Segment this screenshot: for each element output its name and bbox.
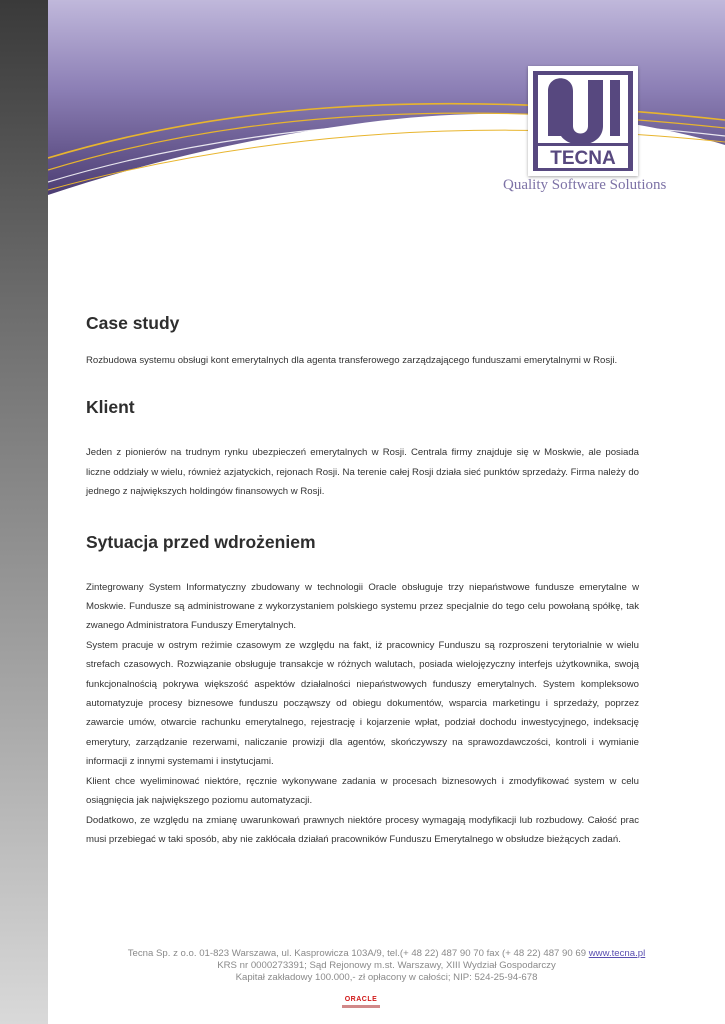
client-text: Jeden z pionierów na trudnym rynku ubezpieczeń emerytalnych w Rosji. Centrala firmy znajduje się w Moskwie, ale posiada liczne oddziały w wielu, również azjatyckich, rejonach Rosji. Na terenie całej Rosji działa sieć punktów sprzedaży. Firma należy do jednego z największych holdingów finansowych w Rosji. [86,447,639,498]
section-case-study [86,313,639,370]
footer-address: Tecna Sp. z o.o. 01-823 Warszawa, ul. Kasprowicza 103A/9, tel.(+ 48 22) 487 90 70 fax (+ 48 22) 487 90 69 www.tecna.pl [127,948,646,959]
footer [48,948,725,984]
footer-registration: KRS nr 0000273391; Sąd Rejonowy m.st. Warszawy, XIII Wydział Gospodarczy [217,960,556,971]
section-client [86,397,639,501]
tecna-logo [528,66,638,176]
before-paragraph: Klient chce wyeliminować niektóre, ręcznie wykonywane zadania w procesach biznesowych i zmodyfikować system w celu osiągnięcia jak największego poziomu automatyzacji. [86,775,639,807]
oracle-partner-logo: ORACLE [336,996,386,1008]
before-paragraph: Zintegrowany System Informatyczny zbudowany w technologii Oracle obsługuje trzy niepaństwowe fundusze emerytalne w Moskwie. Fundusze są administrowane z wykorzystaniem polskiego systemu przez specjalnie do tego celu powołaną spółkę, tak zwanego Administratora Funduszy Emerytalnych. [86,581,639,632]
case-study-text: Rozbudowa systemu obsługi kont emerytalnych dla agenta transferowego zarządzającego funduszami emerytalnymi w Rosji. [86,355,618,366]
before-paragraph: System pracuje w ostrym reżimie czasowym ze względu na fakt, iż pracownicy Funduszu są rozproszeni terytorialnie w wielu strefach czasowych. Rozwiązanie obsługuje transakcje w różnych walutach, posiada wielojęzyczny interfejs użytkownika, swoją funkcjonalnością pokrywa większość aspektów działalności niepaństwowych funduszy emerytalnych. System kompleksowo automatyzuje procesy biznesowe funduszu począwszy od obiegu dokumentów, wsparcia marketingu i sprzedaży, poprzez zawarcie umów, otwarcie rachunku emerytalnego, rejestrację i kojarzenie wpłat, podział dochodu inwestycyjnego, indeksację emerytury, zarządzanie rezerwami, naliczanie prowizji dla agentów, skończywszy na sprawozdawczości, kontroli i wymianie informacji z innymi systemami i instytucjami. [86,639,639,768]
side-gradient-bar [0,0,48,1024]
website-link[interactable]: www.tecna.pl [588,948,646,959]
tagline: Quality Software Solutions [503,177,667,193]
section-title-case-study: Case study [86,313,180,333]
svg-text:TECNA: TECNA [550,148,616,169]
section-title-client: Klient [86,397,135,418]
footer-capital: Kapitał zakładowy 100.000,- zł opłacony w całości; NIP: 524-25-94-678 [235,972,538,983]
section-title-before: Sytuacja przed wdrożeniem [86,531,316,552]
document-body [86,313,639,849]
section-before-deployment [86,532,639,850]
before-paragraph: Dodatkowo, ze względu na zmianę uwarunkowań prawnych niektóre procesy wymagają modyfikacji lub rozbudowy. Całość prac musi przebiegać w taki sposób, aby nie zakłócała działań pracowników Funduszu Emerytalnego w obsłudze bieżących zadań. [86,814,639,845]
